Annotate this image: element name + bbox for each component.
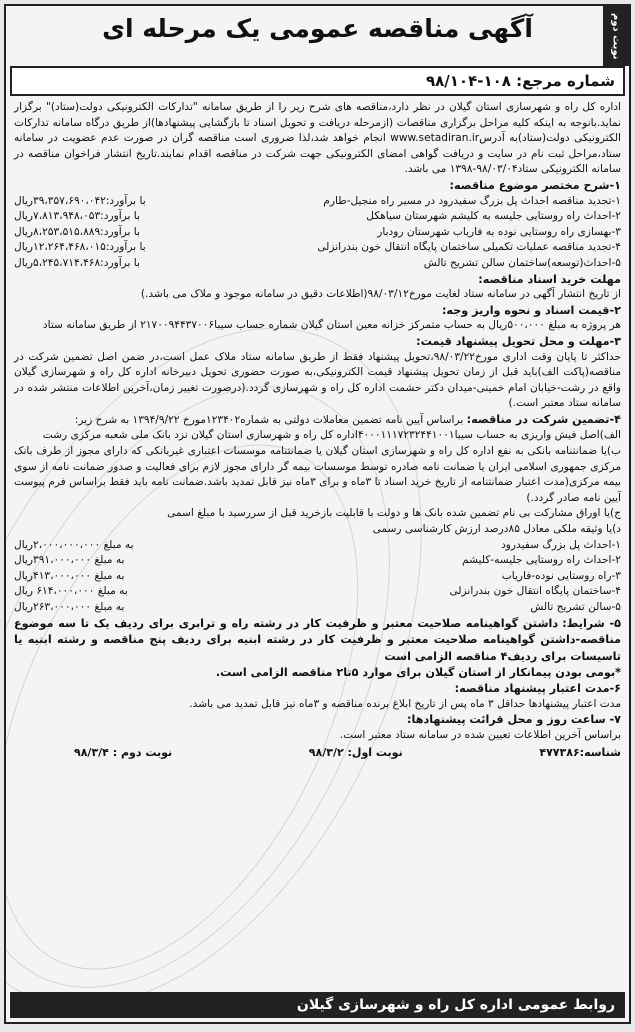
section7-title: ۷- ساعت روز و محل قرائت پیشنهادها: [407, 713, 621, 727]
project-row-amount: با برآورد:۷،۸۱۳،۹۴۸،۰۵۳ریال [14, 210, 140, 223]
notice-body [6, 96, 629, 761]
project-row-desc: ۱-تجدید مناقصه احداث پل بزرگ سفیدرود در مسیر راه منجیل-طارم [323, 194, 621, 207]
section4-item-a: الف)اصل فیش واریزی به حساب سیبا۴۰۰۰۱۱۱۷۲۳۲۴۴۱۰۰۱اداره کل راه و شهرسازی استان گیلان نزد بانک ملی شعبه مرکزی رشت [42, 429, 621, 442]
section4-title: ۴-تضمین شرکت در مناقصه: [466, 412, 621, 426]
project-row-amount: با برآورد:۱۲،۲۶۴،۴۶۸،۰۱۵ریال [14, 241, 146, 254]
guarantee-row-desc: ۳-راه روستایی نوده-فاریاب [501, 569, 621, 582]
guarantee-row-amount: به مبلغ ۳۹۱،۰۰۰،۰۰۰ریال [14, 554, 125, 567]
purchase-title: مهلت خرید اسناد مناقصه: [478, 272, 621, 286]
project-row [14, 209, 621, 225]
project-row-amount: با برآورد:۸،۲۵۳،۵۱۵،۸۸۹ریال [14, 225, 140, 238]
project-row-amount: با برآورد:۵،۲۴۵،۷۱۴،۴۶۸ریال [14, 256, 140, 269]
notice-title: آگهی مناقصه عمومی یک مرحله ای [102, 14, 533, 43]
guarantee-row [14, 569, 621, 585]
guarantee-row [14, 600, 621, 616]
guarantee-row-desc: ۲-احداث راه روستایی جلیسه-کلیشم [462, 554, 621, 567]
guarantee-row-amount: به مبلغ ۴۱۳،۰۰۰،۰۰۰ریال [14, 569, 125, 582]
intro-text: اداره کل راه و شهرسازی استان گیلان در نظر دارد،مناقصه های شرح زیر را از طریق سامانه "تدارکات الکترونیکی دولت(ستاد)" برگزار نماید.بانوجه به اینکه کلیه مراحل برگزاری مناقصات (ازمرحله دریافت و تحویل اسناد تا بازگشایی پیشنهادها)از طریق درگاه سامانه تدارکات الکترونیکی دولت(ستاد)به آدرسwww.setadiran.ir انجام خواهد شد،لذا ضروری است مناقصه گران در صورت عدم عضویت در سامانه ستاد،مراحل ثبت نام در سایت و دریافت گواهی امضای الکترونیکی جهت شرکت در مناقصه اقدام نمایند.تاریخ انتشار فراخوان مناقصه در سامانه الکترونیکی ستاد۹۸/۰۳/۰۴-۱۳۹۸ می باشد. [14, 101, 621, 176]
project-row-amount: با برآورد:۳۹،۳۵۷،۶۹۰،۰۴۲ریال [14, 194, 146, 207]
section5-text: داشتن گواهینامه صلاحیت معتبر و ظرفیت کار در رشته راه و ترابری برای ردیف یک تا سه موضوع مناقصه-داشتن گواهینامه صلاحیت معتبر و ظرفیت کار در رشته ابنیه برای ردیف پنج مناقصه و رشته ابنیه یا تاسیسات برای ردیف۴ مناقصه الزامی است [14, 616, 621, 663]
section1-title: ۱-شرح مختصر موضوع مناقصه: [449, 178, 621, 192]
project-row-desc: ۵-احداث(توسعه)ساختمان سالن تشریح تالش [423, 256, 621, 269]
project-row [14, 256, 621, 272]
section6-title: ۶-مدت اعتبار پیشنهاد مناقصه: [454, 681, 621, 695]
project-row-desc: ۲-احداث راه روستایی جلیسه به کلیشم شهرستان سیاهکل [366, 210, 621, 223]
section4-item-c: ج)یا اوراق مشارکت بی نام تضمین شده بانک ها و دولت با قابلیت بازخرید قبل از سررسید با مبلغ اسمی [167, 507, 621, 520]
guarantee-row-amount: به مبلغ ۲،۰۰۰،۰۰۰،۰۰۰ریال [14, 538, 134, 551]
purchase-text: از تاریخ انتشار آگهی در سامانه ستاد لغایت مورخ۹۸/۰۳/۱۲(اطلاعات دقیق در سامانه موجود و ملاک می باشد.) [140, 288, 621, 301]
guarantee-row [14, 538, 621, 554]
section4-item-d: د)یا وثیقه ملکی معادل ۸۵درصد ارزش کارشناسی رسمی [372, 523, 621, 536]
section7-text: براساس آخرین اطلاعات تعیین شده در سامانه ستاد معتبر است. [339, 728, 621, 741]
footer-public-relations: روابط عمومی اداره کل راه و شهرسازی گیلان [10, 992, 625, 1018]
section3-text: حداکثر تا پایان وقت اداری مورخ۹۸/۰۳/۲۲،تحویل پیشنهاد فقط از طریق سامانه ستاد ملاک عمل است،در ضمن اصل تضمین شرکت در مناقصه(پاکت الف)باید قبل از زمان تحویل پیشنهاد قیمت الکترونیکی،به صورت حضوری تحویل دبیرخانه اداره کل راه و شهرسازی گیلان واقع در رشت-خیابان امام خمینی-میدان دکتر حشمت اداره کل راه و شهرسازی گردد.(درصورت تغییر زمان،آخرین اطلاعات منتشر شده در سامانه ستاد معتبر است.) [14, 350, 621, 410]
guarantee-row [14, 553, 621, 569]
project-row [14, 194, 621, 210]
notice-id: شناسه:۴۷۷۳۸۶ [539, 746, 621, 760]
section2-title: ۲-قیمت اسناد و نحوه واریز وجه: [441, 303, 621, 317]
guarantees-list [14, 538, 621, 616]
project-row [14, 240, 621, 256]
guarantee-row-desc: ۴-ساختمان پایگاه انتقال خون بندرانزلی [449, 585, 621, 598]
notice-header [6, 6, 629, 66]
round-badge: نوبت دوم [603, 6, 629, 66]
guarantee-row-amount: به مبلغ ۲۶۳،۰۰۰،۰۰۰ریال [14, 601, 125, 613]
section5-note: *بومی بودن پیمانکار از استان گیلان برای موارد ۵تا۲ مناقصه الزامی است. [215, 666, 621, 680]
second-publication: نوبت دوم : ۹۸/۳/۴ [74, 746, 173, 760]
section4-intro: براساس آیین نامه تضمین معاملات دولتی به شماره۱۲۳۴۰۲مورخ ۱۳۹۴/۹/۲۲ به شرح زیر: [74, 413, 464, 426]
guarantee-row-desc: ۱-احداث پل بزرگ سفیدرود [501, 538, 621, 551]
guarantee-row-desc: ۵-سالن تشریح تالش [530, 601, 621, 613]
section5-title: ۵- شرایط: [562, 616, 621, 630]
section6-text: مدت اعتبار پیشنهادها حداقل ۳ ماه پس از تاریخ ابلاغ برنده مناقصه و ۳ماه نیز قابل تمدید می باشد. [189, 697, 621, 710]
project-row-desc: ۳-بهسازی راه روستایی نوده به فاریاب شهرستان رودبار [377, 225, 621, 238]
guarantee-row [14, 584, 621, 600]
section3-title: ۳-مهلت و محل تحویل پیشنهاد قیمت: [416, 334, 621, 348]
tender-notice [4, 4, 631, 1024]
section2-text: هر پروژه به مبلغ ۵۰۰،۰۰۰ریال به حساب متمرکز خزانه معین استان گیلان شماره حساب سیبا۲۱۷۰۰۹۴۴۳۷۰۰۶ از طریق سامانه ستاد [42, 319, 621, 332]
section4-item-b: ب)یا ضمانتنامه بانکی به نفع اداره کل راه و شهرسازی استان گیلان یا ضمانتنامه موسسات اعتباری غیربانکی که دارای مجوز از طرف بانک مرکزی جمهوری اسلامی ایران یا ضمانت نامه صادره توسط موسسات بیمه گر دارای مجوز لازم برای فعالیت و صدور ضمانت نامه از سوی بیمه مرکزی(مدت اعتبار ضمانتنامه از تاریخ خرید اسناد تا ۳ماه و برای ۳ماه نیز قابل تمدید باشد.ضمانت نامه باید فقط براساس فرم پیوست آیین نامه صادر گردد.) [14, 445, 621, 504]
guarantee-row-amount: به مبلغ ۶۱۴،۰۰۰،۰۰۰ ریال [14, 585, 128, 598]
first-publication: نوبت اول: ۹۸/۳/۲ [308, 746, 403, 760]
project-row-desc: ۴-تجدید مناقصه عملیات تکمیلی ساختمان پایگاه انتقال خون بندرانزلی [317, 241, 621, 254]
reference-number: شماره مرجع: ۱۰۸-۹۸/۱۰۴ [10, 66, 625, 96]
project-row [14, 225, 621, 241]
publication-dates [14, 745, 621, 761]
projects-list [14, 194, 621, 272]
